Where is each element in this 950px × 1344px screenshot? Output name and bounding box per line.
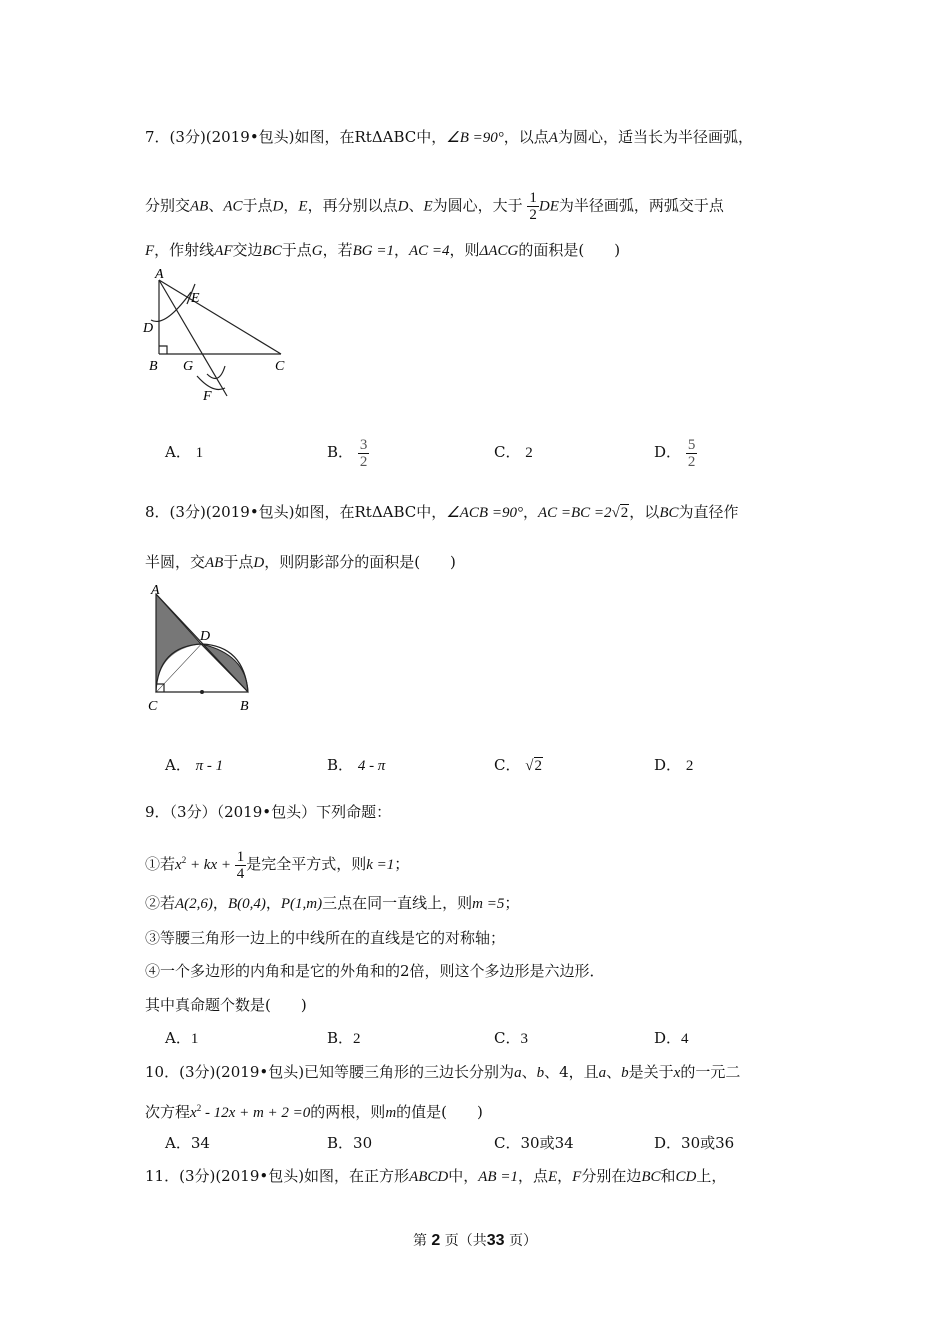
q10-line2: 次方程$x^2 - 12x + m + 2 =0$的两根，则m的值是( )	[145, 1103, 483, 1121]
label-d: D	[143, 321, 154, 336]
q10-option-c[interactable]: C．30或34	[494, 1134, 574, 1152]
label-b: B	[149, 359, 158, 374]
label-d: D	[200, 629, 211, 644]
q8-option-d[interactable]: D． 2	[654, 756, 694, 774]
q9-item1: ①若$x^2$ + kx + $\frac{1}{4}$ 是完全平方式，则k =1；	[145, 848, 410, 882]
q8-option-c[interactable]: C． √2	[494, 756, 542, 774]
q8-line1: 8．(3分)(2019•包头)如图，在RtΔABC中，∠ACB =90°，AC =BC =2√2，以BC为直径作	[145, 503, 739, 521]
label-c: C	[275, 359, 285, 374]
q8-option-b[interactable]: B． 4 - π	[327, 756, 386, 774]
label-f: F	[203, 389, 212, 404]
q10-line1: 10．(3分)(2019•包头)已知等腰三角形的三边长分别为a、b、4，且a、b是关于x的一元二	[145, 1063, 741, 1081]
label-a: A	[151, 583, 160, 598]
q10-option-b[interactable]: B．30	[327, 1134, 373, 1152]
label-a: A	[155, 267, 164, 282]
q7-option-b[interactable]: B． $\frac{3}{2}$	[327, 436, 368, 470]
q8-option-a[interactable]: A． π - 1	[165, 756, 224, 774]
q7-line1: 7．(3分)(2019•包头)如图，在RtΔABC中，∠B =90°，以点A为圆心，适当长为半径画弧，	[145, 128, 753, 146]
q7-option-d[interactable]: D． $\frac{5}{2}$	[654, 436, 696, 470]
q10-option-a[interactable]: A．34	[165, 1134, 210, 1152]
q9-option-b[interactable]: B．2	[327, 1029, 361, 1047]
label-e: E	[191, 291, 200, 306]
q9-question: 其中真命题个数是( )	[145, 996, 307, 1014]
label-c: C	[148, 699, 158, 714]
fraction-half: $\frac{1}{2}$	[529, 190, 537, 223]
arc-f1	[197, 376, 225, 390]
q9-item4: ④一个多边形的内角和是它的外角和的2倍，则这个多边形是六边形．	[145, 962, 605, 980]
q9-item2: ②若A(2,6)，B(0,4)，P(1,m)三点在同一直线上，则m =5；	[145, 894, 520, 912]
q11-line1: 11．(3分)(2019•包头)如图，在正方形ABCD中，AB =1，点E，F分别在边BC和CD上，	[145, 1167, 727, 1185]
q7-option-c[interactable]: C． 2	[494, 443, 533, 461]
right-angle-mark	[159, 346, 167, 354]
q8-line2: 半圆，交AB于点D，则阴影部分的面积是( )	[145, 553, 456, 571]
q7-figure	[135, 262, 305, 407]
label-g: G	[183, 359, 194, 374]
q9-title: 9．（3分）（2019•包头）下列命题：	[145, 803, 392, 821]
q9-option-d[interactable]: D．4	[654, 1029, 689, 1047]
q7-option-a[interactable]: A． 1	[165, 443, 204, 461]
center-point	[200, 690, 204, 694]
page-total: 33	[486, 1232, 505, 1249]
label-b: B	[240, 699, 249, 714]
q10-option-d[interactable]: D．30或36	[654, 1134, 735, 1152]
q7-line2: 分别交AB、AC于点D，E，再分别以点D、E为圆心，大于 $\frac{1}{2}$ DE为半径画弧，两弧交于点	[145, 190, 724, 223]
page-footer: 第 2 页（共33 页）	[412, 1232, 538, 1249]
q9-item3: ③等腰三角形一边上的中线所在的直线是它的对称轴；	[145, 929, 506, 947]
q8-figure	[140, 582, 265, 717]
q9-option-a[interactable]: A．1	[165, 1029, 199, 1047]
side-ac	[159, 280, 281, 354]
q9-option-c[interactable]: C．3	[494, 1029, 528, 1047]
page-number: 2	[431, 1232, 441, 1249]
q7-line3: F，作射线AF交边BC于点G，若BG =1，AC =4，则ΔACG的面积是( )	[145, 241, 621, 259]
